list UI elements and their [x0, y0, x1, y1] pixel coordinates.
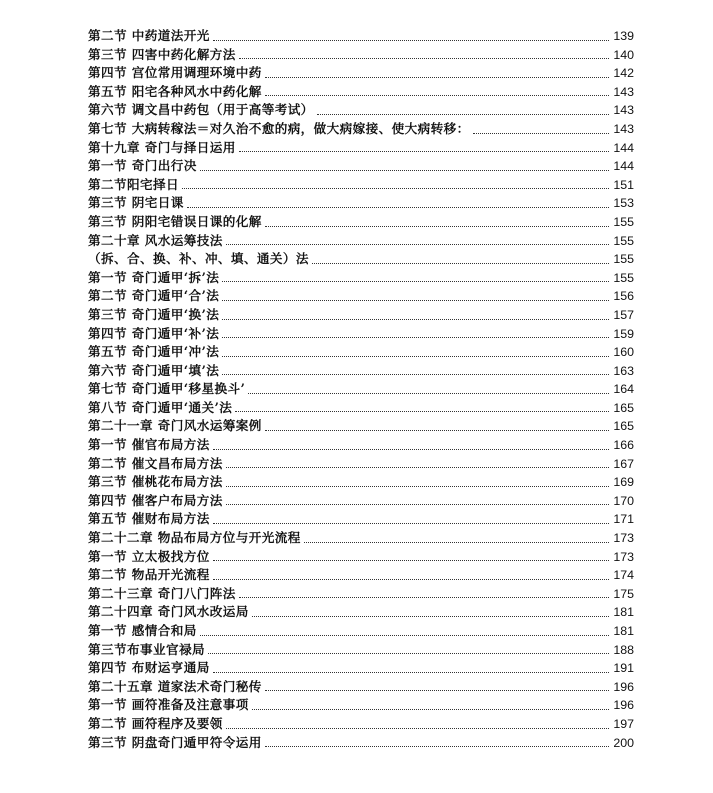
toc-entry-title: 第三节 阴盘奇门遁甲符令运用	[88, 734, 262, 750]
toc-entry-title: 第七节 大病转稼法＝对久治不愈的病，做大病嫁接、使大病转移：	[88, 120, 470, 136]
dot-leader	[239, 58, 609, 59]
dot-leader	[182, 188, 609, 189]
toc-entry-title: 第四节 催客户布局方法	[88, 492, 223, 508]
toc-entry	[88, 380, 634, 399]
dot-leader	[222, 300, 609, 301]
toc-entry	[88, 269, 634, 288]
toc-entry	[88, 678, 634, 697]
dot-leader	[312, 263, 609, 264]
toc-entry-title: 第三节 催桃花布局方法	[88, 474, 223, 490]
dot-leader	[226, 467, 609, 468]
toc-entry	[88, 232, 634, 251]
toc-entry-page-number: 181	[613, 624, 634, 638]
dot-leader	[222, 337, 609, 338]
dot-leader	[187, 207, 609, 208]
toc-entry-title: 第一节 奇门出行决	[88, 158, 197, 174]
toc-entry-page-number: 188	[613, 642, 634, 657]
toc-entry	[88, 473, 634, 492]
toc-entry-page-number: 196	[613, 679, 634, 694]
toc-entry-title: （拆、合、换、补、冲、填、通关）法	[88, 251, 309, 267]
toc-entry-title: 第一节 奇门遁甲‘拆’法	[88, 269, 220, 285]
toc-entry	[88, 529, 634, 548]
toc-entry	[88, 101, 634, 120]
toc-entry-page-number: 144	[613, 159, 634, 174]
toc-entry	[88, 83, 634, 102]
dot-leader	[200, 635, 609, 636]
toc-entry-page-number: 197	[613, 716, 634, 731]
toc-entry-page-number: 170	[613, 493, 634, 508]
toc-entry-title: 第一节 感情合和局	[88, 623, 197, 638]
toc-entry-page-number: 160	[613, 345, 634, 360]
toc-entry	[88, 566, 634, 585]
dot-leader	[208, 653, 609, 654]
toc-entry-title: 第一节 立太极找方位	[88, 548, 210, 564]
toc-entry	[88, 641, 634, 660]
dot-leader	[213, 672, 609, 673]
toc-entry-title: 第五节 奇门遁甲‘冲’法	[88, 344, 220, 360]
dot-leader	[226, 728, 609, 729]
toc-entry-page-number: 155	[613, 233, 634, 248]
toc-entry	[88, 622, 634, 641]
toc-entry-page-number: 143	[613, 84, 634, 99]
toc-entry	[88, 27, 634, 46]
toc-entry-title: 第三节布事业官禄局	[88, 641, 205, 657]
toc-entry	[88, 343, 634, 362]
toc-entry	[88, 417, 634, 436]
toc-entry-page-number: 156	[613, 289, 634, 304]
dot-leader	[226, 504, 609, 505]
dot-leader	[200, 170, 609, 171]
toc-entry	[88, 250, 634, 269]
toc-entry-page-number: 173	[613, 549, 634, 564]
dot-leader	[265, 746, 609, 747]
toc-entry-page-number: 196	[613, 698, 634, 713]
toc-entry	[88, 659, 634, 678]
toc-entry-title: 第五节 催财布局方法	[88, 511, 210, 527]
toc-entry-page-number: 200	[613, 735, 634, 750]
dot-leader	[213, 40, 609, 41]
dot-leader	[213, 579, 609, 580]
toc-entry-page-number: 142	[613, 66, 634, 81]
toc-entry-page-number: 143	[613, 121, 634, 136]
toc-entry-page-number: 169	[613, 475, 634, 490]
toc-entry	[88, 603, 634, 622]
toc-entry	[88, 120, 634, 139]
toc-entry-title: 第七节 奇门遁甲‘移星换斗’	[88, 381, 246, 397]
dot-leader	[213, 523, 609, 524]
toc-entry-title: 第二十一章 奇门风水运筹案例	[88, 418, 262, 434]
dot-leader	[317, 114, 609, 115]
dot-leader	[473, 133, 609, 134]
toc-entry-title: 第四节 奇门遁甲‘补’法	[88, 325, 220, 341]
toc-entry	[88, 696, 634, 715]
dot-leader	[248, 393, 609, 394]
dot-leader	[265, 77, 609, 78]
toc-entry-page-number: 166	[613, 438, 634, 453]
toc-entry-page-number: 167	[613, 456, 634, 471]
toc-entry	[88, 399, 634, 418]
dot-leader	[222, 281, 609, 282]
toc-entry	[88, 362, 634, 381]
toc-entry-page-number: 159	[613, 326, 634, 341]
toc-entry-title: 第四节 宫位常用调理环境中药	[88, 65, 262, 81]
toc-entry-page-number: 175	[613, 586, 634, 601]
dot-leader	[235, 411, 609, 412]
toc-entry-title: 第二十四章 奇门风水改运局	[88, 604, 249, 620]
dot-leader	[265, 690, 609, 691]
toc-entry-page-number: 171	[613, 512, 634, 527]
toc-entry-title: 第四节 布财运亨通局	[88, 660, 210, 676]
toc-entry-title: 第八节 奇门遁甲‘通关’法	[88, 399, 233, 415]
dot-leader	[252, 709, 609, 710]
toc-entry-title: 第二节阳宅择日	[88, 176, 179, 192]
dot-leader	[222, 319, 609, 320]
toc-entry-page-number: 140	[613, 47, 634, 62]
toc-list	[88, 27, 634, 752]
dot-leader	[213, 449, 609, 450]
toc-entry	[88, 715, 634, 734]
toc-entry	[88, 492, 634, 511]
toc-entry-title: 第二节 催文昌布局方法	[88, 455, 223, 471]
toc-entry-title: 第二节 画符程序及要领	[88, 715, 223, 731]
toc-entry-page-number: 144	[613, 140, 634, 155]
toc-entry-title: 第二十章 风水运筹技法	[88, 232, 223, 248]
dot-leader	[226, 486, 609, 487]
toc-entry-page-number: 191	[613, 661, 634, 676]
toc-entry-title: 第二十五章 道家法术奇门秘传	[88, 678, 262, 694]
toc-entry-title: 第六节 奇门遁甲‘填’法	[88, 362, 220, 378]
toc-entry	[88, 213, 634, 232]
toc-entry-title: 第三节 阴阳宅错误日课的化解	[88, 213, 262, 229]
toc-entry-page-number: 151	[613, 177, 634, 192]
dot-leader	[304, 542, 609, 543]
toc-entry	[88, 510, 634, 529]
toc-entry-title: 第二十二章 物品布局方位与开光流程	[88, 530, 301, 546]
toc-entry	[88, 325, 634, 344]
toc-entry	[88, 548, 634, 567]
toc-entry-title: 第六节 调文昌中药包（用于高等考试）	[88, 102, 314, 118]
toc-entry	[88, 157, 634, 176]
toc-entry-page-number: 143	[613, 103, 634, 118]
toc-entry-page-number: 153	[613, 196, 634, 211]
dot-leader	[265, 95, 609, 96]
toc-entry-page-number: 165	[613, 400, 634, 415]
toc-entry	[88, 455, 634, 474]
toc-entry	[88, 436, 634, 455]
toc-entry	[88, 734, 634, 753]
toc-entry-page-number: 157	[613, 307, 634, 322]
toc-entry-title: 第五节 阳宅各种风水中药化解	[88, 83, 262, 99]
toc-entry	[88, 585, 634, 604]
dot-leader	[265, 430, 609, 431]
toc-entry-page-number: 174	[613, 568, 634, 583]
toc-entry-page-number: 139	[613, 29, 634, 43]
toc-entry-title: 第二节 奇门遁甲‘合’法	[88, 288, 220, 304]
toc-entry-title: 第二节 物品开光流程	[88, 567, 210, 583]
toc-entry	[88, 139, 634, 158]
toc-entry-page-number: 155	[613, 270, 634, 285]
toc-entry	[88, 64, 634, 83]
dot-leader	[239, 151, 609, 152]
toc-entry-title: 第一节 画符准备及注意事项	[88, 697, 249, 713]
dot-leader	[222, 374, 609, 375]
toc-entry-page-number: 165	[613, 419, 634, 434]
toc-entry	[88, 287, 634, 306]
toc-entry-title: 第一节 催官布局方法	[88, 437, 210, 453]
dot-leader	[213, 560, 609, 561]
dot-leader	[265, 226, 609, 227]
dot-leader	[239, 597, 609, 598]
toc-entry-title: 第三节 四害中药化解方法	[88, 46, 236, 62]
toc-entry-page-number: 181	[613, 605, 634, 620]
toc-entry-title: 第三节 奇门遁甲‘换’法	[88, 306, 220, 322]
toc-entry	[88, 306, 634, 325]
toc-entry-title: 第二节 中药道法开光	[88, 28, 210, 43]
toc-entry	[88, 46, 634, 65]
dot-leader	[222, 356, 609, 357]
toc-entry-page-number: 163	[613, 363, 634, 378]
toc-entry-page-number: 155	[613, 214, 634, 229]
toc-entry-page-number: 155	[613, 252, 634, 267]
toc-entry-page-number: 164	[613, 382, 634, 397]
dot-leader	[226, 244, 609, 245]
toc-entry-title: 第三节 阴宅日课	[88, 195, 184, 211]
toc-entry	[88, 176, 634, 195]
toc-entry	[88, 194, 634, 213]
dot-leader	[252, 616, 609, 617]
toc-entry-title: 第十九章 奇门与择日运用	[88, 139, 236, 155]
toc-entry-title: 第二十三章 奇门八门阵法	[88, 585, 236, 601]
toc-entry-page-number: 173	[613, 531, 634, 546]
